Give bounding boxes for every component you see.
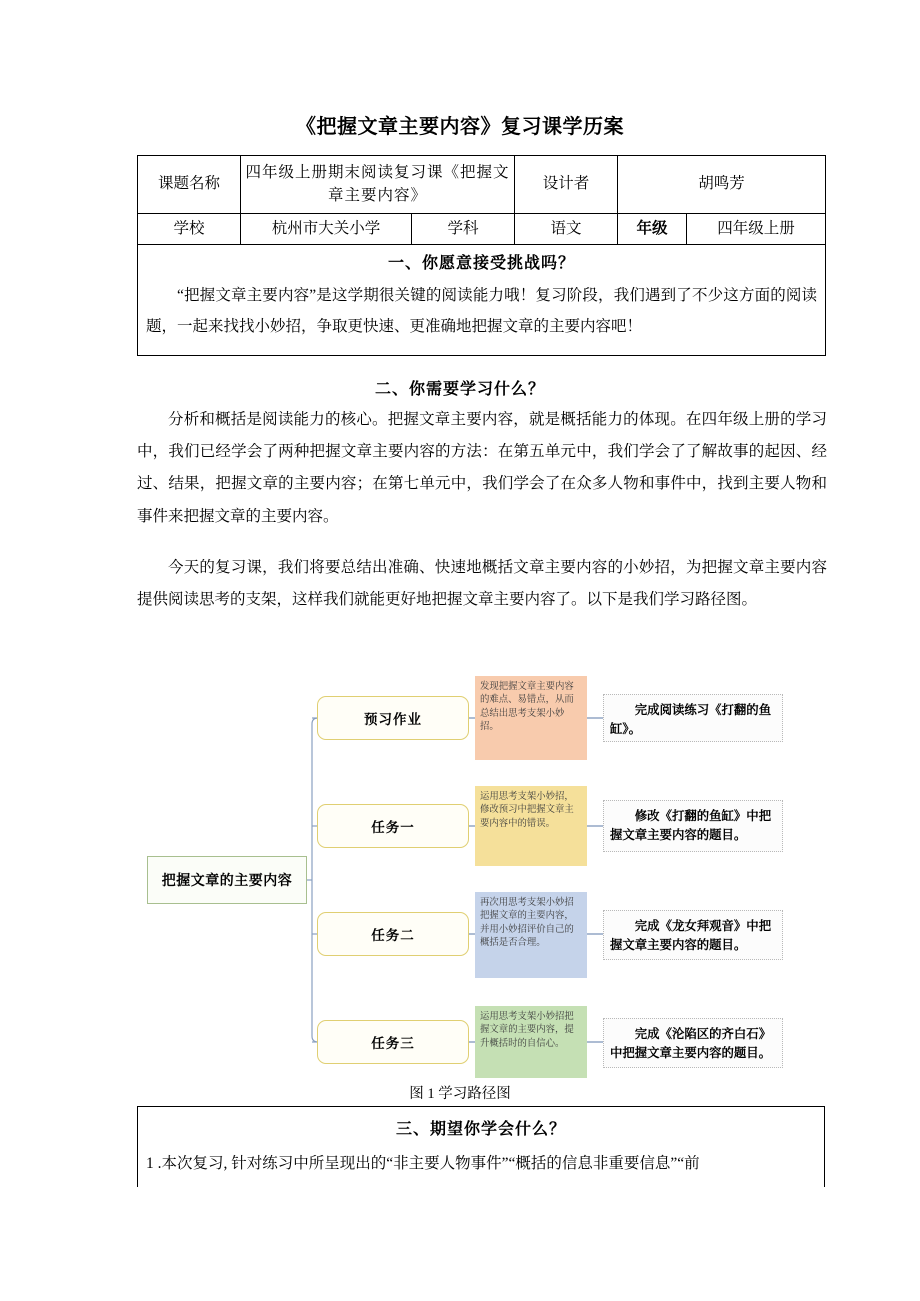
learning-path-diagram (137, 672, 827, 1082)
section-two-heading: 二、你需要学习什么？ (374, 381, 545, 398)
diagram-description-node-3: 运用思考支架小妙招把握文章的主要内容，提升概括时的自信心。 (475, 1006, 587, 1078)
diagram-description-node-0: 发现把握文章主要内容的难点、易错点，从而总结出思考支架小妙招。 (475, 676, 587, 760)
label-topic-name: 课题名称 (138, 156, 241, 214)
section-three-cell (138, 1107, 825, 1188)
table-row (138, 245, 826, 356)
section-two-paragraph-2: 今天的复习课，我们将要总结出准确、快速地概括文章主要内容的小妙招，为把握文章主要内容提供阅读思考的支架，这样我们就能更好地把握文章主要内容了。以下是我们学习路径图。 (137, 559, 827, 609)
table-row (138, 156, 826, 214)
page-title: 《把握文章主要内容》复习课学历案 (296, 116, 624, 138)
value-school: 杭州市大关小学 (241, 214, 412, 245)
section-two-paragraph-1: 分析和概括是阅读能力的核心。把握文章主要内容，就是概括能力的体现。在四年级上册的学习中，我们已经学会了两种把握文章主要内容的方法：在第五单元中，我们学会了了解故事的起因、经过、结果，把握文章的主要内容；在第七单元中，我们学会了在众多人物和事件中，找到主要人物和事件来把握文章的主要内容。 (137, 411, 827, 525)
diagram-root-node: 把握文章的主要内容 (147, 856, 307, 904)
diagram-outcome-node-3: 完成《沦陷区的齐白石》中把握文章主要内容的题目。 (603, 1018, 783, 1068)
figure-caption: 图 1 学习路径图 (409, 1086, 511, 1102)
table-row (138, 1107, 825, 1188)
diagram-description-node-1: 运用思考支架小妙招，修改预习中把握文章主要内容中的错误。 (475, 786, 587, 866)
label-subject: 学科 (412, 214, 515, 245)
diagram-stage-node-3: 任务三 (317, 1020, 469, 1064)
value-subject: 语文 (515, 214, 618, 245)
diagram-stage-node-0: 预习作业 (317, 696, 469, 740)
diagram-outcome-node-2: 完成《龙女拜观音》中把握文章主要内容的题目。 (603, 910, 783, 960)
section-three-item-1: 1 .本次复习, 针对练习中所呈现出的“非主要人物事件”“概括的信息非重要信息”“前 (146, 1155, 700, 1172)
diagram-outcome-node-1: 修改《打翻的鱼缸》中把握文章主要内容的题目。 (603, 800, 783, 852)
label-designer: 设计者 (515, 156, 618, 214)
section-one-body: “把握文章主要内容”是这学期很关键的阅读能力哦！复习阶段，我们遇到了不少这方面的阅读题，一起来找找小妙招，争取更快速、更准确地把握文章的主要内容吧！ (146, 286, 818, 336)
diagram-stage-node-1: 任务一 (317, 804, 469, 848)
section-one-cell (138, 245, 826, 356)
value-grade: 四年级上册 (687, 214, 826, 245)
label-school: 学校 (138, 214, 241, 245)
label-grade: 年级 (618, 214, 687, 245)
diagram-stage-node-2: 任务二 (317, 912, 469, 956)
value-designer: 胡鸣芳 (618, 156, 826, 214)
diagram-outcome-node-0: 完成阅读练习《打翻的鱼缸》。 (603, 694, 783, 742)
section-three-heading: 三、期望你学会什么？ (395, 1121, 566, 1138)
section-one-heading: 一、你愿意接受挑战吗？ (388, 255, 576, 273)
diagram-description-node-2: 再次用思考支架小妙招把握文章的主要内容，并用小妙招评价自己的概括是否合理。 (475, 892, 587, 978)
lesson-info-table (137, 155, 826, 356)
value-topic-name: 四年级上册期末阅读复习课《把握文章主要内容》 (241, 156, 515, 214)
section-three-table (137, 1106, 825, 1187)
table-row (138, 214, 826, 245)
